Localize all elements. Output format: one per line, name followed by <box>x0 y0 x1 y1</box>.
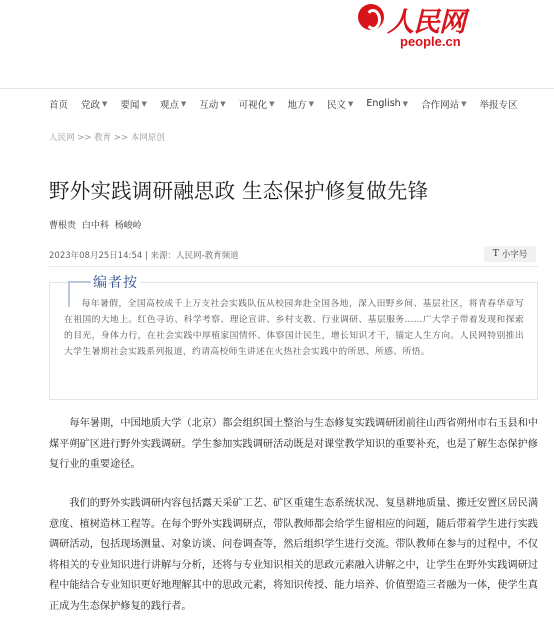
site-header <box>0 0 554 88</box>
main-nav <box>0 88 554 118</box>
font-size-toggle-button[interactable] <box>484 246 536 262</box>
nav-item-opinion[interactable]: 观点 ▼ <box>159 99 187 111</box>
nav-item-report[interactable]: 举报专区 <box>479 99 518 111</box>
chevron-down-icon: ▼ <box>220 99 226 108</box>
nav-item-ethnic[interactable]: 民文 ▼ <box>326 99 354 111</box>
nav-item-party[interactable]: 党政 ▼ <box>81 99 108 111</box>
chevron-down-icon: ▼ <box>461 99 467 108</box>
article-paragraph: 每年暑期，中国地质大学（北京）都会组织国土整治与生态修复实践调研团前往山西省朔州市右玉县和中煤平朔矿区进行野外实践调研。学生参加实践调研活动既是对课堂教学知识的重要补充，也是了解生态保护修复行业的重要途径。 <box>49 418 539 470</box>
article-meta-row <box>49 246 538 267</box>
editor-note-label: 编者按 <box>91 272 140 292</box>
chevron-down-icon: ▼ <box>180 99 187 108</box>
chevron-down-icon: ▼ <box>269 99 275 108</box>
chevron-down-icon: ▼ <box>347 99 354 108</box>
logo-english-text: people.cn <box>400 34 461 49</box>
nav-item-visual[interactable]: 可视化 ▼ <box>238 99 275 111</box>
text-size-icon: T <box>492 249 499 259</box>
nav-item-local[interactable]: 地方 ▼ <box>287 99 314 111</box>
chevron-down-icon: ▼ <box>141 99 147 108</box>
author-name: 白中科 <box>81 221 109 231</box>
article-date-source: 2023年08月25日14:54 | 来源：人民网-教育频道 <box>49 251 239 261</box>
breadcrumb-separator: >> <box>74 133 95 143</box>
nav-item-news[interactable]: 要闻 ▼ <box>120 99 147 111</box>
breadcrumb-site[interactable]: 人民网 <box>49 133 75 143</box>
article-authors <box>49 218 145 231</box>
author-name: 曹根贵 <box>49 221 77 231</box>
editor-note-box <box>49 275 538 400</box>
nav-item-partners[interactable]: 合作网站 ▼ <box>421 99 467 111</box>
font-size-toggle-label: 小字号 <box>501 250 528 260</box>
chevron-down-icon: ▼ <box>402 99 409 108</box>
breadcrumb <box>49 131 165 143</box>
people-cn-logo[interactable] <box>358 4 478 54</box>
logo-emblem-icon <box>358 4 384 30</box>
editor-note-text: 每年暑假，全国高校成千上万支社会实践队伍从校园奔赴全国各地，深入田野乡间、基层社区，将青春华章写在祖国的大地上。红色寻访、科学考察、理论宣讲、乡村支教、行业调研、基层服务……广大学子带着发现和探索的目光，身体力行，在社会实践中厚植家国情怀、体察国计民生，增长知识才干，锚定人生方向。人民网特别推出大学生暑期社会实践系列报道，约请高校师生讲述在火热社会实践中的所思、所感、所悟。 <box>64 299 524 357</box>
article-title: 野外实践调研融思政 生态保护修复做先锋 <box>49 179 429 203</box>
breadcrumb-channel[interactable]: 教育 <box>94 133 112 143</box>
breadcrumb-separator: >> <box>111 133 131 143</box>
article-paragraph: 我们的野外实践调研内容包括露天采矿工艺、矿区重建生态系统状况、复垦耕地质量、搬迁安置区居民满意度、植树造林工程等。在每个野外实践调研点，带队教师都会给学生留相应的问题，随后带着学生进行实践调研活动，包括现场测量、对象访谈、问卷调查等，然后组织学生进行交流。带队教师在参与的过程中，不仅将相关的专业知识进行讲解与分析，还将与专业知识相关的思政元素融入讲解之中，让学生在野外实践调研过程中能结合专业知识更好地理解其中的思政元素，将知识传授、能力培养、价值塑造三者融为一体，使学生真正成为生态保护修复的践行者。 <box>49 498 539 612</box>
breadcrumb-section[interactable]: 本网原创 <box>130 133 165 143</box>
nav-item-home[interactable]: 首页 <box>49 99 69 111</box>
author-name: 杨峻岭 <box>114 221 142 231</box>
nav-item-interactive[interactable]: 互动 ▼ <box>199 99 226 111</box>
nav-item-english[interactable]: English ▼ <box>366 98 409 109</box>
chevron-down-icon: ▼ <box>308 99 314 108</box>
chevron-down-icon: ▼ <box>102 99 108 108</box>
logo-chinese-text: 人民网 <box>387 7 465 38</box>
